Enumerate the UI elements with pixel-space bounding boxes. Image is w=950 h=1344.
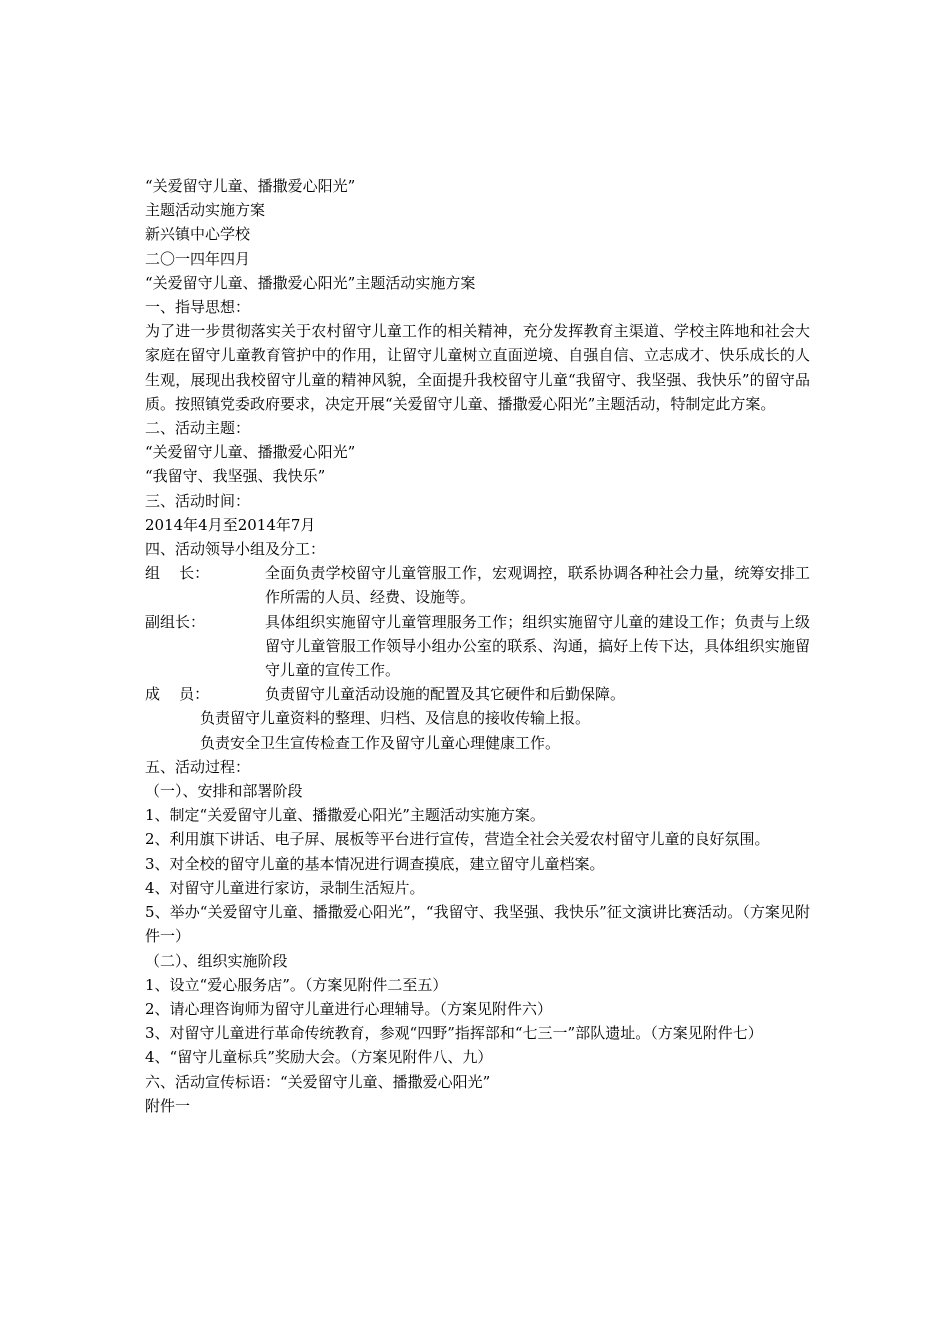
role-label: 副组长：: [145, 612, 206, 631]
cover-title: “关爱留守儿童、播撒爱心阳光”: [145, 177, 356, 195]
member-duty: 负责留守儿童资料的整理、归档、及信息的接收传输上报。: [200, 709, 591, 728]
section-heading-leadership: 四、活动领导小组及分工：: [145, 540, 326, 559]
list-item: 2、请心理咨询师为留守儿童进行心理辅导。（方案见附件六）: [145, 999, 553, 1018]
document-page: [145, 174, 810, 1118]
section-heading-process: 五、活动过程：: [145, 757, 251, 776]
appendix-label: 附件一: [145, 1096, 191, 1115]
role-label: 成 员：: [145, 685, 210, 704]
section-heading-theme: 二、活动主题：: [145, 419, 251, 438]
list-item: 3、对留守儿童进行革命传统教育，参观“四野”指挥部和“七三一”部队遗址。（方案见附件七）: [145, 1024, 763, 1043]
role-member: [145, 682, 810, 706]
section-slogan: 六、活动宣传标语：“关爱留守儿童、播撒爱心阳光”: [145, 1072, 491, 1091]
stage-heading-implementation: （二）、组织实施阶段: [145, 951, 288, 970]
role-text: 具体组织实施留守儿童管理服务工作；组织实施留守儿童的建设工作；负责与上级留守儿童管服工作领导小组办公室的联系、沟通，搞好上传下达，具体组织实施留守儿童的宣传工作。: [265, 612, 810, 680]
list-item: 2、利用旗下讲话、电子屏、展板等平台进行宣传，营造全社会关爱农村留守儿童的良好氛围。: [145, 830, 770, 849]
activity-period: 2014年4月至2014年7月: [145, 515, 316, 534]
section-heading-guiding-ideology: 一、指导思想：: [145, 298, 251, 317]
school-name: 新兴镇中心学校: [145, 225, 251, 244]
guiding-ideology-paragraph: 为了进一步贯彻落实关于农村留守儿童工作的相关精神，充分发挥教育主渠道、学校主阵地和社会大家庭在留守儿童教育管护中的作用，让留守儿童树立直面逆境、自强自信、立志成才、快乐成长的人生观，展现出我校留守儿童的精神风貌，全面提升我校留守儿童“我留守、我坚强、我快乐”的留守品质。按照镇党委政府要求，决定开展“关爱留守儿童、播撒爱心阳光”主题活动，特制定此方案。: [145, 322, 810, 413]
list-item: 4、对留守儿童进行家访，录制生活短片。: [145, 878, 425, 897]
list-item: 3、对全校的留守儿童的基本情况进行调查摸底，建立留守儿童档案。: [145, 854, 605, 873]
list-item: 5、举办“关爱留守儿童、播撒爱心阳光”，“我留守、我坚强、我快乐”征文演讲比赛活动。（方案见附件一）: [145, 903, 810, 946]
theme-line-2: “我留守、我坚强、我快乐”: [145, 467, 326, 486]
role-text: 负责留守儿童活动设施的配置及其它硬件和后勤保障。: [265, 685, 626, 704]
list-item: 4、“留守儿童标兵”奖励大会。（方案见附件八、九）: [145, 1048, 493, 1067]
cover-subtitle: 主题活动实施方案: [145, 201, 266, 220]
full-title: “关爱留守儿童、播撒爱心阳光”主题活动实施方案: [145, 273, 476, 292]
section-heading-time: 三、活动时间：: [145, 491, 251, 510]
stage-heading-planning: （一）、安排和部署阶段: [145, 782, 303, 801]
role-label: 组 长：: [145, 564, 210, 583]
role-deputy-leader: [145, 610, 810, 683]
member-duty: 负责安全卫生宣传检查工作及留守儿童心理健康工作。: [200, 733, 561, 752]
role-leader: [145, 561, 810, 609]
list-item: 1、制定“关爱留守儿童、播撒爱心阳光”主题活动实施方案。: [145, 806, 545, 825]
document-date: 二〇一四年四月: [145, 249, 251, 268]
list-item: 1、设立“爱心服务店”。（方案见附件二至五）: [145, 975, 448, 994]
theme-line-1: “关爱留守儿童、播撒爱心阳光”: [145, 443, 356, 462]
role-text: 全面负责学校留守儿童管服工作，宏观调控，联系协调各种社会力量，统筹安排工作所需的人员、经费、设施等。: [265, 564, 810, 607]
